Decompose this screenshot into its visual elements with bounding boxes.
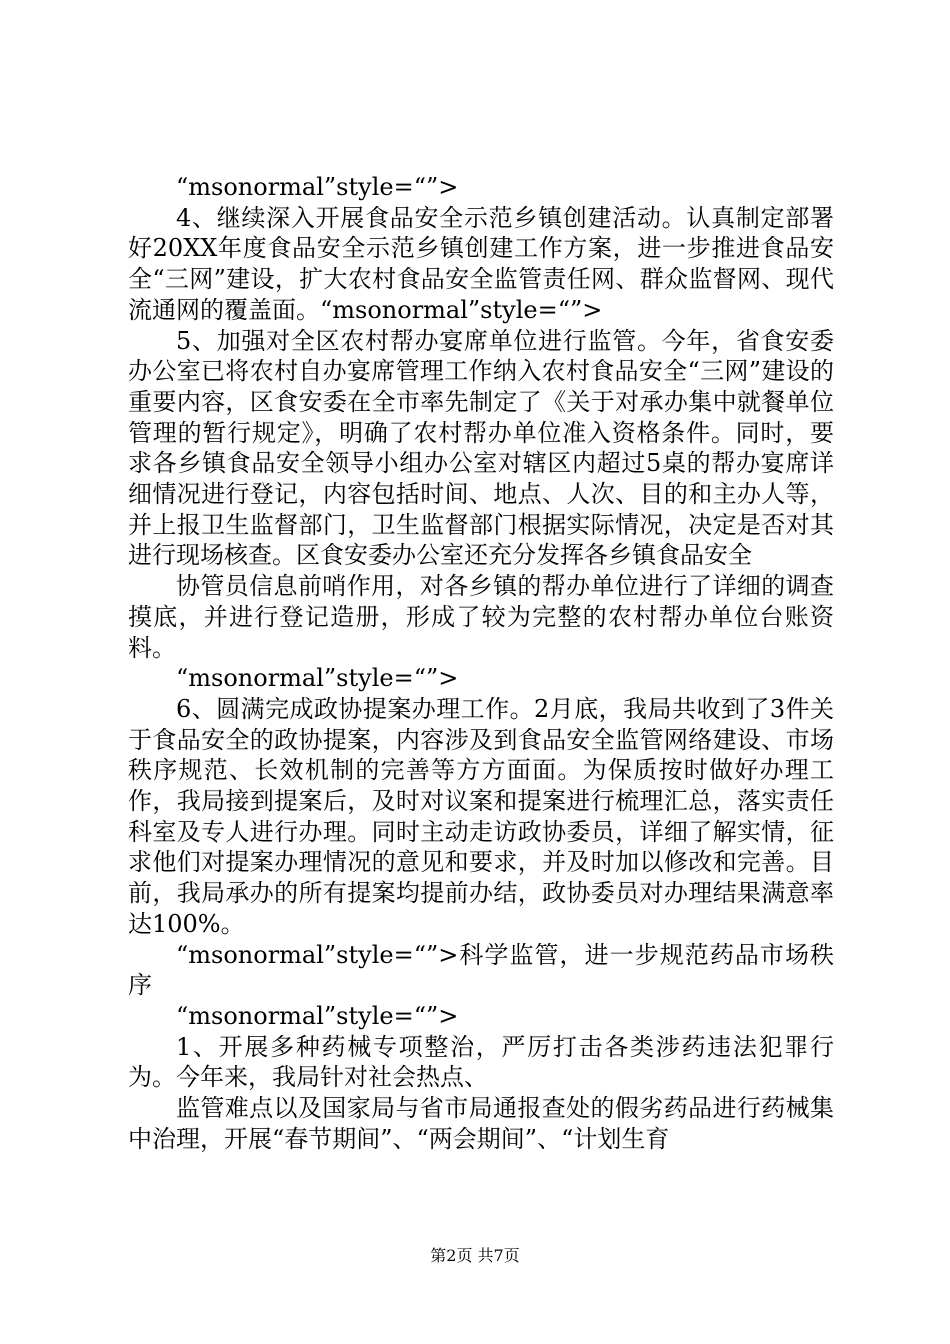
paragraph-item-4: 4、继续深入开展食品安全示范乡镇创建活动。认真制定部署好20XX年度食品安全示范乡镇创建工作方案，进一步推进食品安全“三网”建设，扩大农村食品安全监管责任网、群众监督网、现代流通网的覆盖面。“msonormal”style=“”>	[128, 203, 834, 324]
paragraph-markup-3: “msonormal”style=“”>	[176, 1001, 459, 1030]
paragraph-markup-2: “msonormal”style=“”>	[176, 664, 459, 693]
paragraph-item-5: 5、加强对全区农村帮办宴席单位进行监管。今年，省食安委办公室已将农村自办宴席管理工作纳入农村食品安全“三网”建设的重要内容，区食安委在全市率先制定了《关于对承办集中就餐单位管理的暂行规定》，明确了农村帮办单位准入资格条件。同时，要求各乡镇食品安全领导小组办公室对辖区内超过5桌的帮办宴席详细情况进行登记，内容包括时间、地点、人次、目的和主办人等，并上报卫生监督部门，卫生监督部门根据实际情况，决定是否对其进行现场核查。区食安委办公室还充分发挥各乡镇食品安全	[128, 326, 834, 570]
paragraph-item-6: 6、圆满完成政协提案办理工作。2月底，我局共收到了3件关于食品安全的政协提案，内容涉及到食品安全监管网络建设、市场秩序规范、长效机制的完善等方方面面。为保质按时做好办理工作，我局接到提案后，及时对议案和提案进行梳理汇总，落实责任科室及专人进行办理。同时主动走访政协委员，详细了解实情，征求他们对提案办理情况的意见和要求，并及时加以修改和完善。目前，我局承办的所有提案均提前办结，政协委员对办理结果满意率达100%。	[128, 694, 834, 938]
page-footer: 第2页 共7页	[430, 1246, 520, 1265]
section-heading: “msonormal”style=“”>科学监管，进一步规范药品市场秩序	[128, 940, 834, 1000]
paragraph-item-1-continuation: 监管难点以及国家局与省市局通报查处的假劣药品进行药械集中治理，开展“春节期间”、“两会期间”、“计划生育	[128, 1094, 834, 1153]
paragraph-continuation: 协管员信息前哨作用，对各乡镇的帮办单位进行了详细的调查摸底，并进行登记造册，形成了较为完整的农村帮办单位台账资料。	[128, 572, 834, 662]
paragraph-item-1: 1、开展多种药械专项整治，严厉打击各类涉药违法犯罪行为。今年来，我局针对社会热点、	[128, 1032, 834, 1092]
paragraph-markup-1: “msonormal”style=“”>	[176, 173, 459, 201]
document-body	[128, 172, 834, 1155]
